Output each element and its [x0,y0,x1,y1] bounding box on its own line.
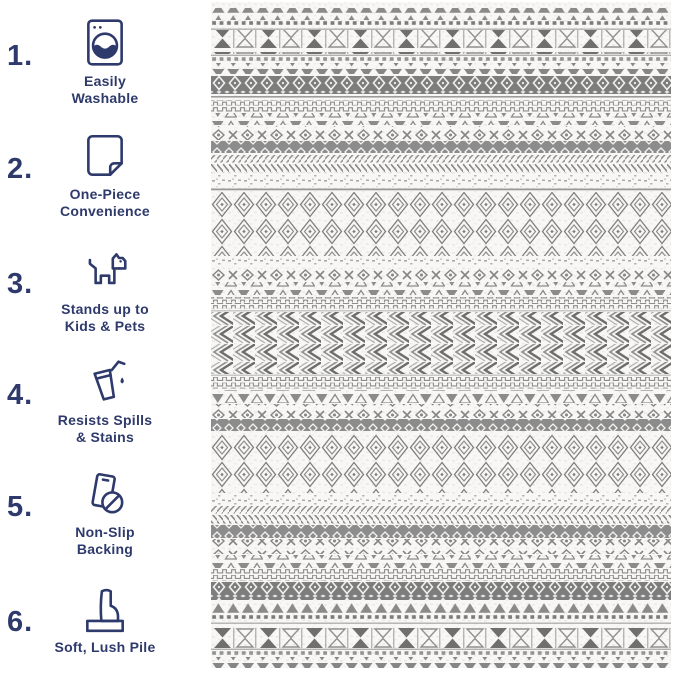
non-slip-mat-icon [25,469,185,519]
feature-item-1 [0,18,210,123]
feature-number: 5. [7,491,34,523]
feature-label: Soft, Lush Pile [54,639,156,655]
feature-label: One-Piece Convenience [60,186,150,220]
one-piece-sheet-icon [25,131,185,181]
feature-item-2 [0,131,210,236]
feature-item-6 [0,584,210,689]
feature-label: Non-Slip Backing [75,524,135,558]
rug-product-image [211,2,671,668]
spilling-glass-icon [25,357,185,407]
feature-label: Easily Washable [71,73,139,107]
feature-number: 6. [7,606,34,638]
feature-number: 1. [7,40,34,72]
rug-pattern-svg [211,2,671,668]
feature-number: 4. [7,379,34,411]
feature-item-5 [0,469,210,574]
feature-number: 2. [7,153,34,185]
feature-label: Resists Spills & Stains [57,412,153,446]
rug-pattern-bands [211,8,671,668]
washing-machine-icon [25,18,185,68]
feature-label: Stands up to Kids & Pets [61,301,149,335]
feature-item-4 [0,357,210,462]
dog-icon [25,246,185,296]
feature-item-3 [0,246,210,351]
foot-on-pile-icon [25,584,185,634]
feature-number: 3. [7,268,34,300]
